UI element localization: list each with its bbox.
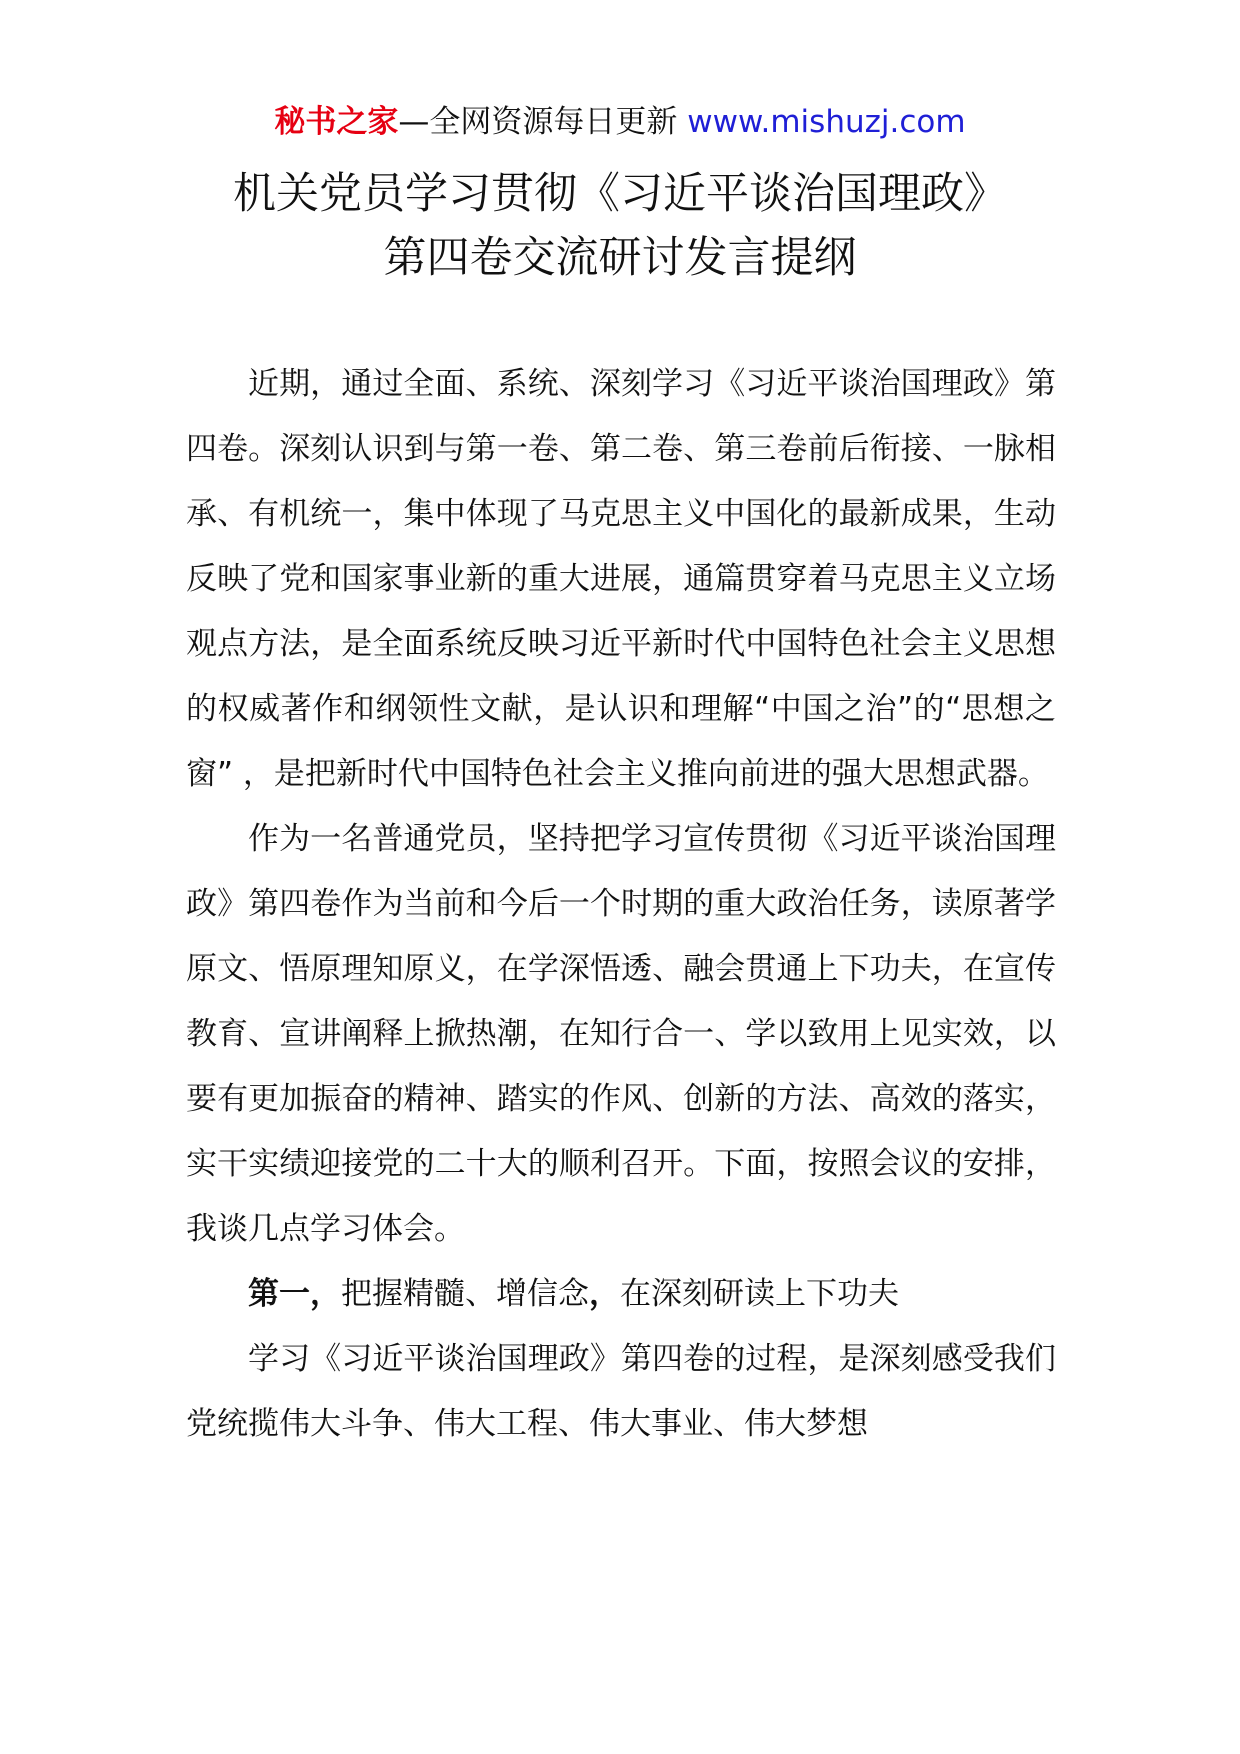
body-paragraph: 学习《习近平谈治国理政》第四卷的过程，是深刻感受我们党统揽伟大斗争、伟大工程、伟大事业、伟大梦想 (186, 1341, 1056, 1442)
section-heading-separator: ， (589, 1276, 620, 1312)
title-line-2: 第四卷交流研讨发言提纲 (383, 233, 857, 283)
site-url[interactable]: www.mishuzj.com (687, 104, 966, 140)
site-header (0, 100, 1240, 144)
body-paragraph: 近期，通过全面、系统、深刻学习《习近平谈治国理政》第四卷。深刻认识到与第一卷、第二卷、第三卷前后衔接、一脉相承、有机统一，集中体现了马克思主义中国化的最新成果，生动反映了党和国家事业新的重大进展，通篇贯穿着马克思主义立场观点方法，是全面系统反映习近平新时代中国特色社会主义思想的权威著作和纲领性文献，是认识和理解“中国之治”的“思想之窗” ，是把新时代中国特色社会主义推向前进的强大思想武器。 (186, 366, 1056, 792)
title-line-1: 机关党员学习贯彻《习近平谈治国理政》 (233, 169, 1007, 219)
document-body (186, 352, 1056, 1457)
document-title (0, 162, 1240, 290)
section-heading (186, 1262, 1056, 1327)
section-heading-number: 第一， (248, 1276, 341, 1312)
section-heading-suffix: 在深刻研读上下功夫 (620, 1276, 899, 1312)
brand-name: 秘书之家 (274, 104, 399, 140)
header-tagline: —全网资源每日更新 (398, 104, 688, 140)
section-heading-text: 把握精髓、增信念 (341, 1276, 589, 1312)
body-paragraph: 作为一名普通党员，坚持把学习宣传贯彻《习近平谈治国理政》第四卷作为当前和今后一个时期的重大政治任务，读原著学原文、悟原理知原义，在学深悟透、融会贯通上下功夫，在宣传教育、宣讲阐释上掀热潮，在知行合一、学以致用上见实效，以要有更加振奋的精神、踏实的作风、创新的方法、高效的落实，实干实绩迎接党的二十大的顺利召开。下面，按照会议的安排，我谈几点学习体会。 (186, 821, 1056, 1247)
